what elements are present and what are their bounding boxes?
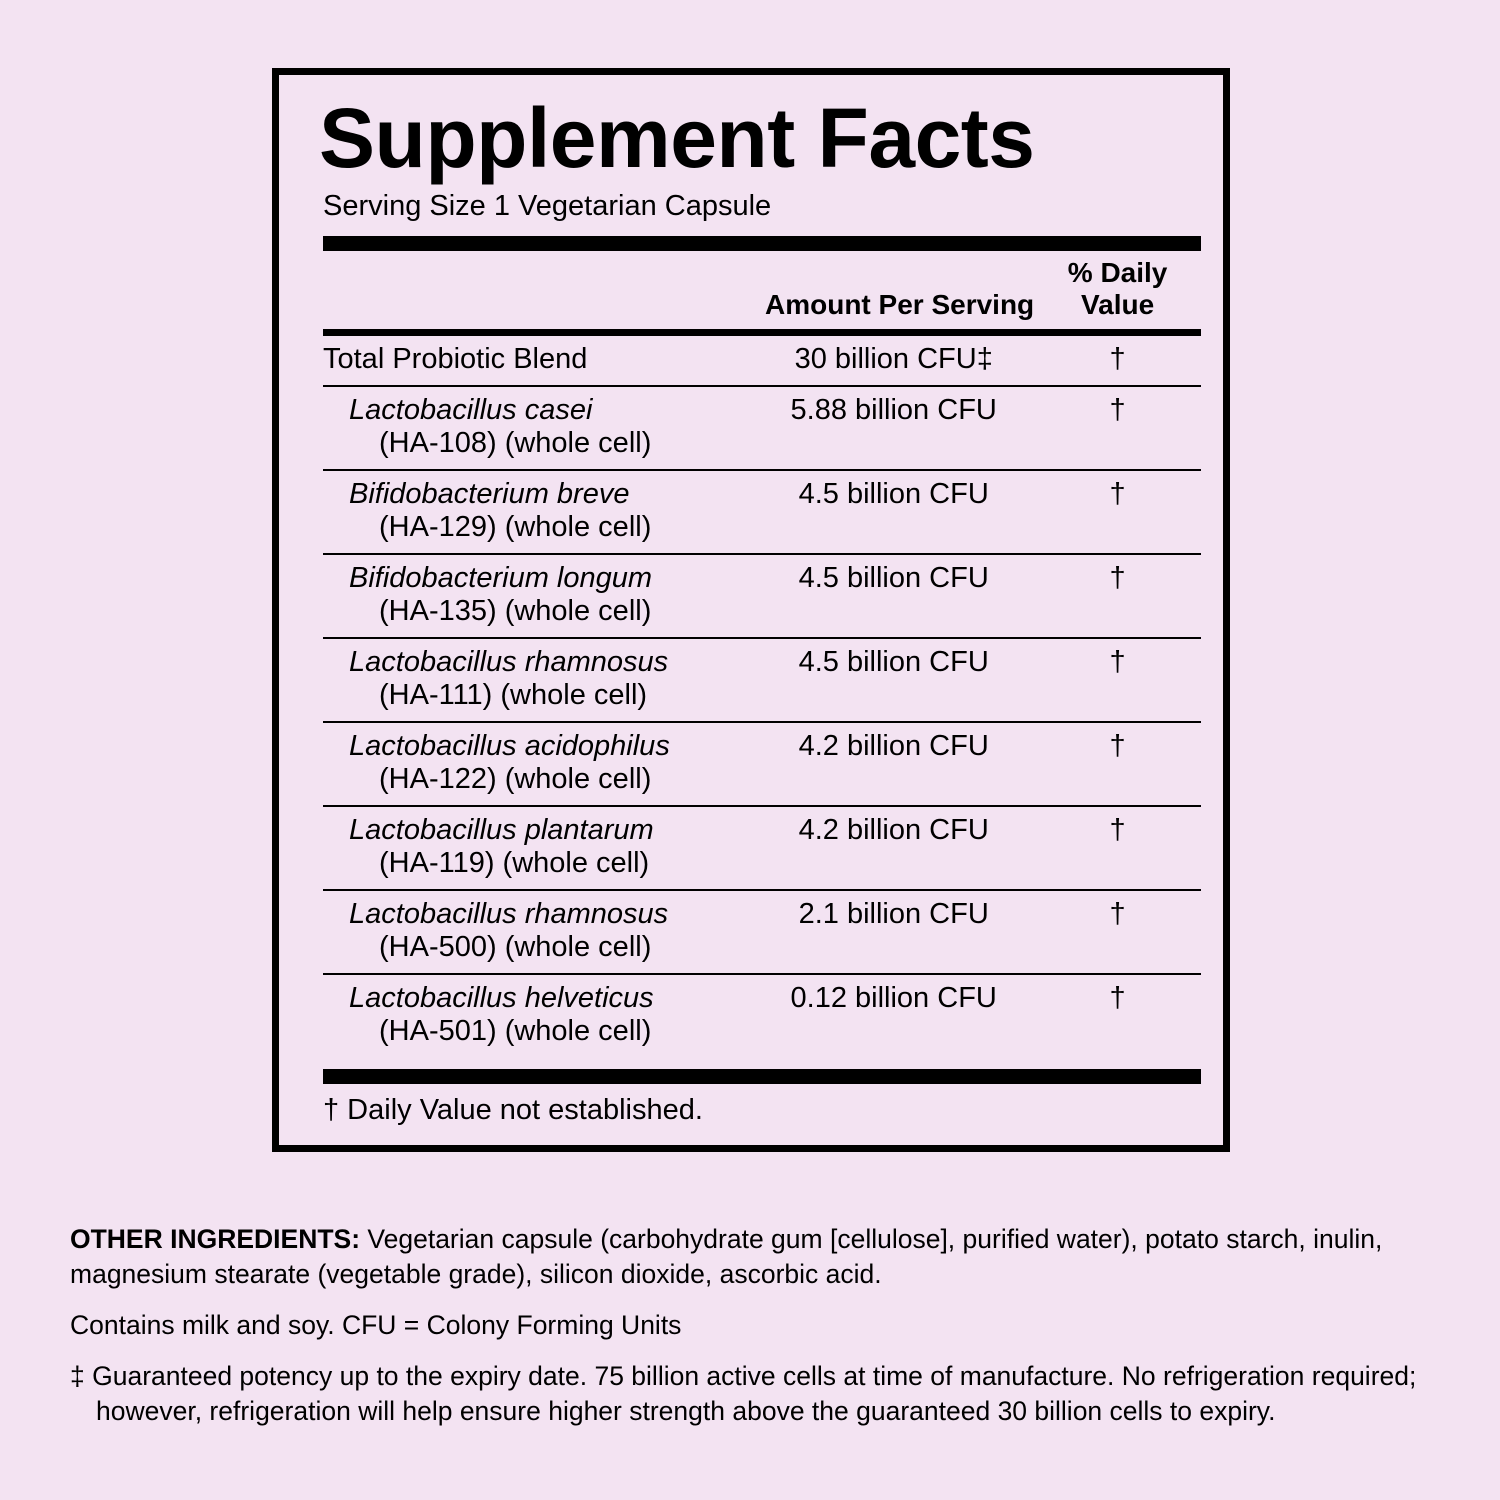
table-row (323, 974, 1201, 1057)
table-row (323, 386, 1201, 470)
table-row (323, 806, 1201, 890)
nutrient-amount: 30 billion CFU‡ (794, 342, 993, 375)
table-header-row (323, 251, 1201, 329)
nutrient-dv: † (1034, 806, 1201, 890)
header-amount-per-serving: Amount Per Serving (765, 288, 1035, 320)
nutrient-strain: (HA-500) (whole cell) (379, 930, 652, 963)
nutrient-dv: † (1034, 974, 1201, 1057)
nutrient-dv: † (1034, 722, 1201, 806)
nutrient-label: Lactobacillus rhamnosus (349, 897, 669, 930)
nutrient-dv: † (1034, 638, 1201, 722)
supplement-facts-table (323, 251, 1201, 329)
allergen-statement: Contains milk and soy. CFU = Colony Forming Units (70, 1309, 682, 1340)
nutrient-dv: † (1034, 554, 1201, 638)
supplement-facts-body (323, 336, 1201, 1057)
nutrient-amount: 4.5 billion CFU (753, 470, 1034, 554)
nutrient-amount: 4.5 billion CFU (753, 554, 1034, 638)
table-row (323, 722, 1201, 806)
nutrient-label: Total Probiotic Blend (323, 342, 588, 375)
nutrient-name (323, 336, 753, 386)
nutrient-strain: (HA-122) (whole cell) (379, 762, 652, 795)
rule-medium-header (323, 329, 1201, 336)
nutrient-name (323, 974, 753, 1057)
nutrient-amount: 0.12 billion CFU (753, 974, 1034, 1057)
nutrient-strain: (HA-119) (whole cell) (379, 846, 650, 879)
other-ingredients-label: OTHER INGREDIENTS: (70, 1224, 361, 1254)
nutrient-strain: (HA-501) (whole cell) (379, 1014, 652, 1047)
nutrient-amount: 4.2 billion CFU (753, 722, 1034, 806)
nutrient-amount: 4.2 billion CFU (753, 806, 1034, 890)
nutrient-name (323, 470, 753, 554)
nutrient-label: Lactobacillus acidophilus (349, 729, 670, 762)
daily-value-footnote: † Daily Value not established. (323, 1093, 703, 1126)
other-ingredients-paragraph (70, 1222, 1440, 1292)
serving-size: Serving Size 1 Vegetarian Capsule (323, 189, 772, 222)
header-blank (323, 251, 753, 329)
nutrient-dv: † (1034, 470, 1201, 554)
rule-thick-top (323, 236, 1201, 251)
other-ingredients-text: Vegetarian capsule (carbohydrate gum [cellulose], purified water), potato starch, inulin, magnesium stearate (vegetable grade), silicon dioxide, ascorbic acid. (70, 1224, 1383, 1289)
bottom-text-block (70, 1222, 1440, 1445)
nutrient-name (323, 890, 753, 974)
potency-note: ‡ Guaranteed potency up to the expiry date. 75 billion active cells at time of manufacture. No refrigeration required; however, refrigeration will help ensure higher strength above the guaranteed 30 billion cells to expiry. (70, 1360, 1417, 1426)
nutrient-strain: (HA-129) (whole cell) (379, 510, 652, 543)
nutrient-dv: † (1034, 386, 1201, 470)
table-row (323, 554, 1201, 638)
nutrient-label: Bifidobacterium breve (349, 477, 630, 510)
table-row (323, 336, 1201, 386)
nutrient-amount: 2.1 billion CFU (753, 890, 1034, 974)
panel-title: Supplement Facts (319, 91, 1035, 185)
nutrient-name (323, 638, 753, 722)
nutrient-strain: (HA-108) (whole cell) (379, 426, 652, 459)
nutrient-name (323, 806, 753, 890)
nutrient-label: Lactobacillus plantarum (349, 813, 654, 846)
table-row (323, 470, 1201, 554)
table-row (323, 890, 1201, 974)
nutrient-label: Lactobacillus helveticus (349, 981, 654, 1014)
nutrient-strain: (HA-111) (whole cell) (379, 678, 648, 711)
supplement-facts-panel (272, 68, 1230, 1152)
header-daily-value: % Daily Value (1067, 256, 1168, 320)
nutrient-strain: (HA-135) (whole cell) (379, 594, 652, 627)
nutrient-name (323, 722, 753, 806)
nutrient-dv: † (1109, 342, 1126, 375)
nutrient-label: Lactobacillus rhamnosus (349, 645, 669, 678)
nutrient-name (323, 554, 753, 638)
table-row (323, 638, 1201, 722)
nutrient-amount: 4.5 billion CFU (753, 638, 1034, 722)
nutrient-label: Bifidobacterium longum (349, 561, 653, 594)
nutrient-label: Lactobacillus casei (349, 393, 593, 426)
nutrient-name (323, 386, 753, 470)
nutrient-dv: † (1034, 890, 1201, 974)
nutrient-amount: 5.88 billion CFU (753, 386, 1034, 470)
rule-thick-bottom (323, 1069, 1201, 1084)
